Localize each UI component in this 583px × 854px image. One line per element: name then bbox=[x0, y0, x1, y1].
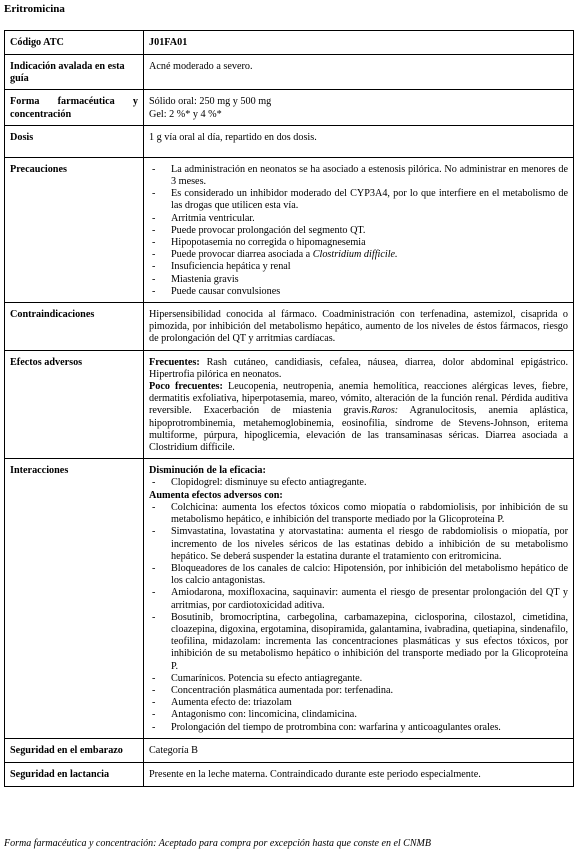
list-item: - Clopidogrel: disminuye su efecto antiagregante. bbox=[149, 477, 568, 489]
list-item: - Bloqueadores de los canales de calcio: Hipotensión, por inhibición del metabolismo hepático de los calcio antagonistas. bbox=[149, 563, 568, 587]
value-lactancia: Presente en la leche materna. Contraindicado durante este periodo especialmente. bbox=[144, 762, 574, 786]
label-contraindicaciones: Contraindicaciones bbox=[5, 303, 144, 351]
row-atc bbox=[5, 31, 574, 55]
poco-frecuentes-label: Poco frecuentes: bbox=[149, 381, 223, 393]
value-contraindicaciones: Hipersensibilidad conocida al fármaco. Coadministración con terfenadina, astemizol, cisaprida o pimozida, por inhibición del metabolismo hepático, aumento de los niveles de éstos fármacos, riesgo de prolongación del QT y arritmias cardíacas. bbox=[144, 303, 574, 351]
label-indicacion: Indicación avalada en esta guía bbox=[5, 55, 144, 90]
aumento-heading: Aumenta efectos adversos con: bbox=[149, 489, 283, 501]
list-item: - Prolongación del tiempo de protrombina con: warfarina y anticoagulantes orales. bbox=[149, 722, 568, 734]
list-item: - Insuficiencia hepática y renal bbox=[149, 261, 568, 273]
raros-text: Agranulocitosis, anemia aplástica, hipoprotrombinemia, metahemoglobinemia, eosinofilia, síndrome de Stevens-Johnson, eritema multiforme, púrpura, hipoglicemia, elevación de las transaminasas séricas. Diarrea asociada a Clostridium difficile. bbox=[149, 405, 568, 454]
list-item: - Arritmia ventricular. bbox=[149, 213, 568, 225]
list-item: - Concentración plasmática aumentada por: terfenadina. bbox=[149, 685, 568, 697]
label-dosis: Dosis bbox=[5, 125, 144, 157]
efectos-poco-frecuentes bbox=[149, 381, 568, 454]
list-item: - Amiodarona, moxifloxacina, saquinavir: aumenta el riesgo de presentar prolongación del QT y arritmias, por cardiotoxicidad aditiva. bbox=[149, 587, 568, 611]
row-embarazo bbox=[5, 738, 574, 762]
list-item: - Colchicina: aumenta los efectos tóxicos como miopatía o rabdomiolisis, por inhibición de su metabolismo hepático, e inhibición del transporte mediado por la Glicoproteína P. bbox=[149, 502, 568, 526]
row-forma bbox=[5, 90, 574, 125]
value-efectos bbox=[144, 350, 574, 459]
value-precauciones bbox=[144, 157, 574, 302]
list-item: - Es considerado un inhibidor moderado del CYP3A4, por lo que interfiere en el metabolismo de las drogas que utilicen esta vía. bbox=[149, 188, 568, 212]
row-dosis bbox=[5, 125, 574, 157]
list-item: - Aumenta efecto de: triazolam bbox=[149, 697, 568, 709]
list-item: - Hipopotasemia no corregida o hipomagnesemia bbox=[149, 237, 568, 249]
label-lactancia: Seguridad en lactancia bbox=[5, 762, 144, 786]
label-interacciones: Interacciones bbox=[5, 459, 144, 738]
disminucion-heading: Disminución de la eficacia: bbox=[149, 465, 266, 477]
label-efectos: Efectos adversos bbox=[5, 350, 144, 459]
list-item: - Miastenia gravis bbox=[149, 274, 568, 286]
label-atc: Código ATC bbox=[5, 31, 144, 55]
list-item: - Puede causar convulsiones bbox=[149, 286, 568, 298]
efectos-frecuentes bbox=[149, 357, 568, 381]
list-item: - Simvastatina, lovastatina y atorvastatina: aumenta el riesgo de rabdomiolisis o miopatía, por incremento de los niveles séricos de las estatinas debido a inhibición de su metabolismo hepático. Se deberá suspender la estatina durante el tratamiento con eritromicina. bbox=[149, 526, 568, 563]
value-embarazo: Categoría B bbox=[144, 738, 574, 762]
row-precauciones bbox=[5, 157, 574, 302]
drug-info-table bbox=[4, 30, 574, 787]
list-item: - Antagonismo con: lincomicina, clindamicina. bbox=[149, 709, 568, 721]
list-item bbox=[149, 249, 568, 261]
poco-frecuentes-text: Leucopenia, neutropenia, anemia hemolítica, reacciones alérgicas leves, fiebre, dermatitis exfoliativa, hiperpotasemia, mareo, vómito, alteración de la función renal. Pérdida auditiva reversible. Exacerbación de miastenia gravis. bbox=[149, 381, 568, 417]
diarrea-text: Puede provocar diarrea asociada a bbox=[171, 249, 313, 261]
list-item: - La administración en neonatos se ha asociado a estenosis pilórica. No administrar en menores de 3 meses. bbox=[149, 164, 568, 188]
row-lactancia bbox=[5, 762, 574, 786]
aumento-list bbox=[149, 502, 568, 734]
value-dosis: 1 g vía oral al día, repartido en dos dosis. bbox=[144, 125, 574, 157]
raros-label: Raros: bbox=[370, 405, 399, 417]
clostridium-italic: Clostridium difficile. bbox=[312, 249, 398, 261]
disminucion-list bbox=[149, 477, 568, 489]
label-precauciones: Precauciones bbox=[5, 157, 144, 302]
forma-line-oral: Sólido oral: 250 mg y 500 mg bbox=[149, 96, 272, 108]
value-indicacion: Acné moderado a severo. bbox=[144, 55, 574, 90]
value-interacciones bbox=[144, 459, 574, 738]
row-contraindicaciones bbox=[5, 303, 574, 351]
precauciones-list bbox=[149, 164, 568, 298]
forma-line-gel: Gel: 2 %* y 4 %* bbox=[149, 108, 222, 120]
row-interacciones bbox=[5, 459, 574, 738]
row-indicacion bbox=[5, 55, 574, 90]
frecuentes-label: Frecuentes: bbox=[149, 356, 200, 368]
page-title: Eritromicina bbox=[4, 3, 65, 15]
row-efectos bbox=[5, 350, 574, 459]
list-item: - Puede provocar prolongación del segmento QT. bbox=[149, 225, 568, 237]
value-atc: J01FA01 bbox=[144, 31, 574, 55]
frecuentes-text: Rash cutáneo, candidiasis, cefalea, náusea, diarrea, dolor abdominal epigástrico. Hipertrofia pilórica en neonatos. bbox=[149, 356, 568, 380]
footnote: Forma farmacéutica y concentración: Aceptado para compra por excepción hasta que conste en el CNMB bbox=[4, 838, 431, 849]
label-forma: Forma farmacéutica y concentración bbox=[5, 90, 144, 125]
list-item: - Bosutinib, bromocriptina, carbegolina, carbamazepina, ciclosporina, cilostazol, cimetidina, cloazepina, digoxina, ergotamina, disopiramida, galantamina, ivabradina, quetiapina, sindenafilo, teofilina, midazolam: incrementa las concentraciones plasmáticas y sus efectos tóxicos, por inhibición de su metabolismo hepático o inhibición del transporte mediado por la Glicoproteína P. bbox=[149, 612, 568, 673]
list-item: - Cumarínicos. Potencia su efecto antiagregante. bbox=[149, 673, 568, 685]
value-forma bbox=[144, 90, 574, 125]
label-embarazo: Seguridad en el embarazo bbox=[5, 738, 144, 762]
